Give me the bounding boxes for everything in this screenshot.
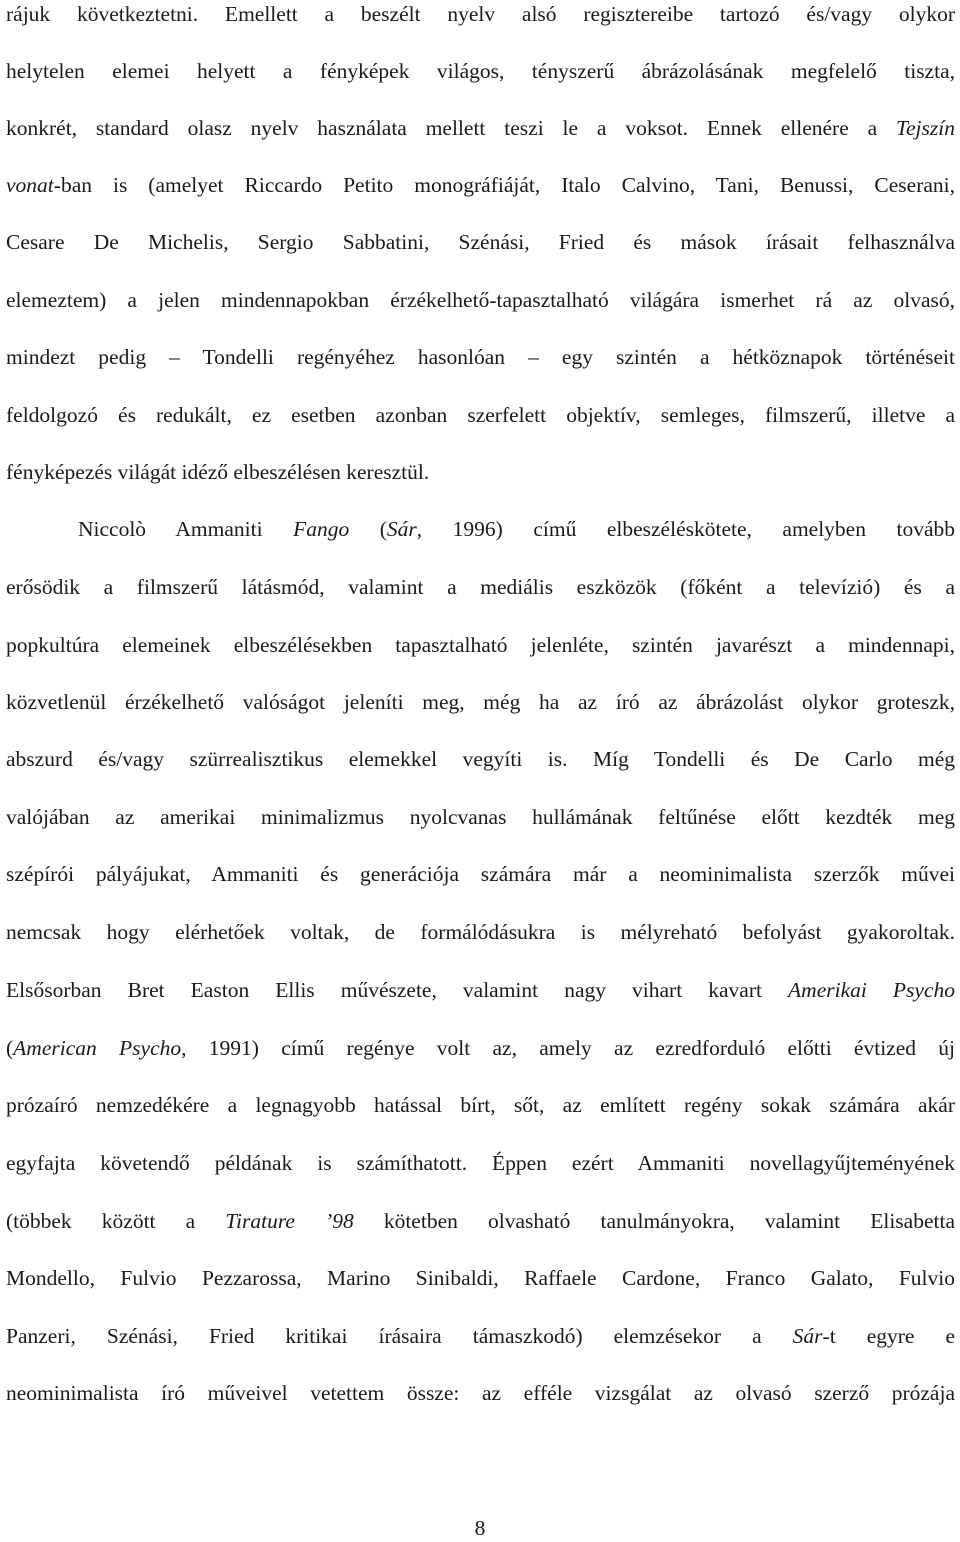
- text-span: Elsősorban Bret Easton Ellis művészete, valamint nagy vihart kavart: [6, 978, 789, 1002]
- text-span: prózaíró nemzedékére a legnagyobb hatással bírt, sőt, az említett regény sokak számára akár: [6, 1093, 955, 1117]
- text-span: -ban is (amelyet Riccardo Petito monográfiáját, Italo Calvino, Tani, Benussi, Ceserani,: [53, 173, 955, 197]
- text-span: (többek között a: [6, 1209, 226, 1233]
- text-span: erősödik a filmszerű látásmód, valamint a mediális eszközök (főként a televízió) és a: [6, 575, 955, 599]
- text-span: helytelen elemei helyett a fényképek világos, tényszerű ábrázolásának megfelelő tiszta,: [6, 59, 955, 83]
- text-span: közvetlenül érzékelhető valóságot jeleníti meg, még ha az író az ábrázolást olykor groteszk,: [6, 690, 955, 714]
- text-span: Niccolò Ammaniti: [78, 517, 294, 541]
- italic-title: vonat: [6, 173, 54, 197]
- text-line: [78, 515, 955, 543]
- text-span: mindezt pedig – Tondelli regényéhez hasonlóan – egy szintén a hétköznapok történéseit: [6, 345, 955, 369]
- text-span: valójában az amerikai minimalizmus nyolcvanas hullámának feltűnése előtt kezdték meg: [6, 805, 955, 829]
- text-line: [6, 343, 955, 371]
- text-line: [6, 1379, 955, 1407]
- text-line: [6, 1091, 955, 1119]
- italic-title: Tejszín: [896, 116, 955, 140]
- text-line: [6, 1207, 955, 1235]
- text-span: abszurd és/vagy szürrealisztikus elemekkel vegyíti is. Míg Tondelli és De Carlo még: [6, 747, 955, 771]
- text-span: nemcsak hogy elérhetőek voltak, de formálódásukra is mélyreható befolyást gyakoroltak.: [6, 920, 955, 944]
- text-span: fényképezés világát idéző elbeszélésen keresztül.: [6, 460, 430, 484]
- text-span: egyfajta követendő példának is számíthatott. Éppen ezért Ammaniti novellagyűjteményének: [6, 1151, 955, 1175]
- text-line: [6, 401, 955, 429]
- italic-title: Sár: [792, 1324, 823, 1348]
- text-span: Cesare De Michelis, Sergio Sabbatini, Szénási, Fried és mások írásait felhasználva: [6, 230, 955, 254]
- text-line: [6, 1322, 955, 1350]
- text-line: [6, 803, 955, 831]
- text-line: [6, 631, 955, 659]
- text-span: (: [349, 517, 387, 541]
- text-span: rájuk következtetni. Emellett a beszélt nyelv alsó regisztereibe tartozó és/vagy olykor: [6, 2, 955, 26]
- text-span: -t egyre e: [822, 1324, 955, 1348]
- text-span: popkultúra elemeinek elbeszélésekben tapasztalható jelenléte, szintén javarészt a mindennapi,: [6, 633, 955, 657]
- text-line: [6, 1034, 955, 1062]
- text-span: neominimalista író műveivel vetettem össze: az efféle vizsgálat az olvasó szerző prózája: [6, 1381, 955, 1405]
- text-span: elemeztem) a jelen mindennapokban érzékelhető-tapasztalható világára ismerhet rá az olvasó,: [6, 288, 955, 312]
- italic-title: Sár: [386, 517, 417, 541]
- text-line: [6, 114, 955, 142]
- text-span: Panzeri, Szénási, Fried kritikai írásaira támaszkodó) elemzésekor a: [6, 1324, 793, 1348]
- text-line: [6, 1149, 955, 1177]
- text-line: [6, 57, 955, 85]
- text-line: [6, 0, 955, 28]
- text-line: [6, 286, 955, 314]
- text-line: [6, 745, 955, 773]
- text-span: Mondello, Fulvio Pezzarossa, Marino Sinibaldi, Raffaele Cardone, Franco Galato, Fulvio: [6, 1266, 955, 1290]
- text-line: [6, 458, 955, 486]
- text-span: kötetben olvasható tanulmányokra, valamint Elisabetta: [353, 1209, 956, 1233]
- text-line: [6, 573, 955, 601]
- text-span: (: [6, 1036, 14, 1060]
- text-line: [6, 860, 955, 888]
- italic-title: Fango: [293, 517, 350, 541]
- italic-title: Amerikai Psycho: [788, 978, 955, 1002]
- italic-title: Tirature ’98: [225, 1209, 354, 1233]
- text-span: , 1996) című elbeszéléskötete, amelyben tovább: [416, 517, 955, 541]
- text-span: szépírói pályájukat, Ammaniti és generációja számára már a neominimalista szerzők művei: [6, 862, 955, 886]
- text-span: feldolgozó és redukált, ez esetben azonban szerfelett objektív, semleges, filmszerű, illetve a: [6, 403, 955, 427]
- page-number: 8: [474, 1516, 486, 1540]
- text-line: [6, 228, 955, 256]
- text-line: [6, 976, 955, 1004]
- text-line: [6, 1264, 955, 1292]
- text-span: , 1991) című regénye volt az, amely az ezredforduló előtti évtized új: [181, 1036, 956, 1060]
- text-line: [6, 688, 955, 716]
- text-line: [6, 171, 955, 199]
- italic-title: American Psycho: [13, 1036, 182, 1060]
- text-span: konkrét, standard olasz nyelv használata mellett teszi le a voksot. Ennek ellenére a: [6, 116, 897, 140]
- text-line: [6, 918, 955, 946]
